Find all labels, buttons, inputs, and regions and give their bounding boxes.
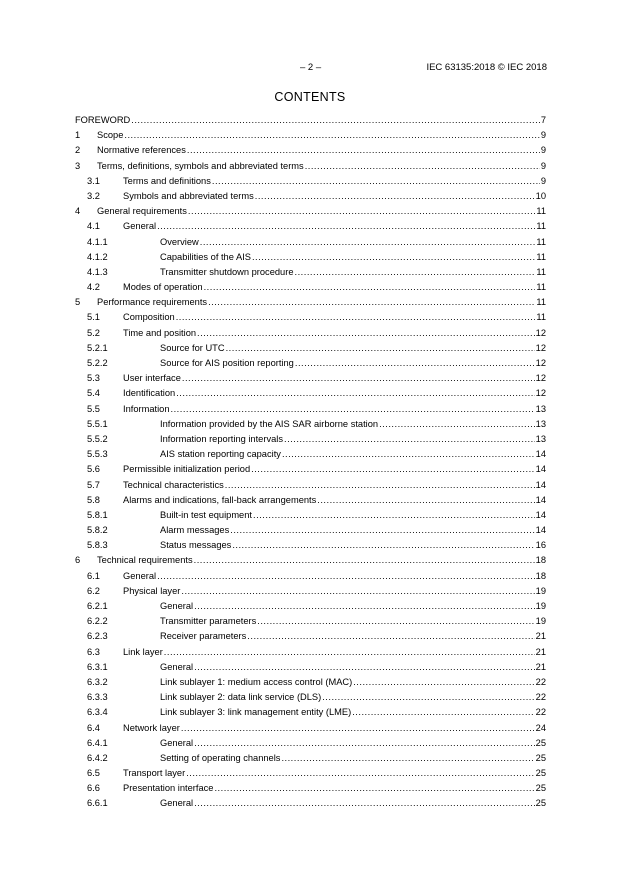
toc-entry-page: 14 xyxy=(535,479,546,490)
toc-entry[interactable] xyxy=(75,174,546,189)
toc-entry-title: General xyxy=(123,570,157,581)
toc-entry-leader xyxy=(188,204,535,219)
toc-entry-number: 5.7 xyxy=(87,479,100,490)
toc-entry-title: User interface xyxy=(123,373,181,384)
toc-entry[interactable] xyxy=(75,447,546,462)
toc-entry[interactable] xyxy=(75,553,546,568)
toc-entry[interactable] xyxy=(75,766,546,781)
toc-entry-number: 5.8.1 xyxy=(87,509,108,520)
toc-entry-title: Receiver parameters xyxy=(160,631,247,642)
toc-entry-page: 24 xyxy=(535,722,546,733)
toc-entry-leader xyxy=(124,128,539,143)
toc-entry-title: Alarm messages xyxy=(160,525,230,536)
toc-entry-number: 6.6 xyxy=(87,783,100,794)
toc-entry-title: General xyxy=(160,798,194,809)
toc-entry[interactable] xyxy=(75,371,546,386)
toc-entry-title: Information xyxy=(123,403,170,414)
toc-entry-leader xyxy=(253,508,535,523)
toc-entry-number: 6.3 xyxy=(87,646,100,657)
toc-entry-page: 11 xyxy=(536,251,546,262)
toc-entry-leader xyxy=(247,629,534,644)
toc-entry-page: 13 xyxy=(535,403,546,414)
toc-entry-leader xyxy=(305,159,540,174)
toc-entry-title: Composition xyxy=(123,312,175,323)
table-of-contents xyxy=(75,113,546,812)
toc-entry-leader xyxy=(194,553,535,568)
toc-entry[interactable] xyxy=(75,204,546,219)
toc-entry[interactable] xyxy=(75,462,546,477)
toc-entry-leader xyxy=(176,386,534,401)
toc-entry-number: 4.2 xyxy=(87,282,100,293)
toc-entry-leader xyxy=(181,584,534,599)
toc-entry-title: Time and position xyxy=(123,327,197,338)
toc-entry-page: 11 xyxy=(536,297,546,308)
toc-entry[interactable] xyxy=(75,675,546,690)
toc-entry[interactable] xyxy=(75,614,546,629)
toc-entry-title: AIS station reporting capacity xyxy=(160,449,281,460)
toc-entry-page: 11 xyxy=(536,206,546,217)
toc-entry-number: 6.4.1 xyxy=(87,737,108,748)
toc-entry-number: 1 xyxy=(75,130,81,141)
toc-entry-number: 6 xyxy=(75,555,81,566)
toc-entry-title: Presentation interface xyxy=(123,783,214,794)
toc-entry[interactable] xyxy=(75,402,546,417)
toc-entry-number: 6.4.2 xyxy=(87,752,108,763)
toc-entry-leader xyxy=(284,432,535,447)
toc-entry[interactable] xyxy=(75,417,546,432)
toc-entry-title: Identification xyxy=(123,388,176,399)
toc-entry-page: 9 xyxy=(540,175,546,186)
toc-entry-page: 22 xyxy=(535,692,546,703)
toc-entry-number: 6.6.1 xyxy=(87,798,108,809)
toc-entry[interactable] xyxy=(75,310,546,325)
toc-entry-page: 12 xyxy=(535,342,546,353)
toc-entry[interactable] xyxy=(75,250,546,265)
toc-entry-page: 11 xyxy=(536,266,546,277)
toc-entry-number: 5.6 xyxy=(87,464,100,475)
toc-entry-page: 13 xyxy=(535,433,546,444)
toc-entry-number: 5.8 xyxy=(87,494,100,505)
toc-entry-leader xyxy=(131,113,540,128)
toc-entry[interactable] xyxy=(75,736,546,751)
toc-entry-title: Built-in test equipment xyxy=(160,509,252,520)
toc-entry-number: 3 xyxy=(75,160,81,171)
toc-entry-leader xyxy=(200,235,536,250)
toc-entry-page: 9 xyxy=(540,130,546,141)
toc-entry-title: Alarms and indications, fall-back arrangements xyxy=(123,494,317,505)
toc-entry-leader xyxy=(194,599,535,614)
toc-entry-title: Information provided by the AIS SAR airborne station xyxy=(160,418,379,429)
toc-entry-leader xyxy=(181,721,535,736)
toc-entry-page: 14 xyxy=(535,525,546,536)
toc-entry-number: 6.3.2 xyxy=(87,676,108,687)
toc-entry[interactable] xyxy=(75,143,546,158)
toc-entry-page: 11 xyxy=(536,312,546,323)
toc-entry-title: Scope xyxy=(97,130,124,141)
toc-entry-leader xyxy=(171,402,535,417)
toc-entry-title: Performance requirements xyxy=(97,297,208,308)
toc-entry-leader xyxy=(182,371,535,386)
contents-title: CONTENTS xyxy=(274,90,346,104)
toc-entry-leader xyxy=(194,660,535,675)
toc-entry-page: 11 xyxy=(536,236,546,247)
toc-entry-title: Link sublayer 2: data link service (DLS) xyxy=(160,692,322,703)
toc-entry-number: 5.5.3 xyxy=(87,449,108,460)
toc-entry-page: 22 xyxy=(535,676,546,687)
toc-entry-leader xyxy=(204,280,536,295)
toc-entry-page: 21 xyxy=(535,661,546,672)
toc-entry-title: Transmitter shutdown procedure xyxy=(160,266,294,277)
toc-entry-title: FOREWORD xyxy=(75,115,131,125)
toc-entry-leader xyxy=(197,326,535,341)
toc-entry-leader xyxy=(295,265,536,280)
toc-entry[interactable] xyxy=(75,751,546,766)
toc-entry[interactable] xyxy=(75,386,546,401)
toc-entry[interactable] xyxy=(75,432,546,447)
toc-entry-title: Link sublayer 3: link management entity (LME) xyxy=(160,707,352,718)
toc-entry-number: 6.2.3 xyxy=(87,631,108,642)
toc-entry[interactable] xyxy=(75,478,546,493)
toc-entry-page: 21 xyxy=(535,631,546,642)
toc-entry-page: 21 xyxy=(535,646,546,657)
toc-entry[interactable] xyxy=(75,705,546,720)
toc-entry-number: 4.1.3 xyxy=(87,266,108,277)
toc-entry-leader xyxy=(317,493,534,508)
toc-entry-page: 12 xyxy=(535,327,546,338)
toc-entry-title: Terms and definitions xyxy=(123,175,211,186)
toc-entry-page: 9 xyxy=(540,160,546,171)
toc-entry-leader xyxy=(194,796,535,811)
toc-entry-page: 25 xyxy=(535,768,546,779)
toc-entry-title: General xyxy=(160,601,194,611)
toc-entry-leader xyxy=(186,766,534,781)
toc-entry-leader xyxy=(226,341,535,356)
toc-entry-title: Symbols and abbreviated terms xyxy=(123,190,254,201)
toc-entry-title: General xyxy=(160,661,194,672)
toc-entry-number: 6.1 xyxy=(87,570,100,581)
toc-entry-title: Setting of operating channels xyxy=(160,752,281,763)
toc-entry-title: Terms, definitions, symbols and abbreviated terms xyxy=(97,160,304,171)
standard-reference: IEC 63135:2018 © IEC 2018 xyxy=(426,62,547,73)
toc-entry-title: Transport layer xyxy=(123,768,186,779)
toc-entry-title: Capabilities of the AIS xyxy=(160,251,251,262)
toc-entry-title: Link layer xyxy=(123,646,163,657)
toc-entry-title: Physical layer xyxy=(123,585,181,596)
toc-entry[interactable] xyxy=(75,508,546,523)
toc-entry[interactable] xyxy=(75,295,546,310)
toc-entry-number: 6.4 xyxy=(87,722,100,733)
toc-entry[interactable] xyxy=(75,326,546,341)
toc-entry[interactable] xyxy=(75,356,546,371)
toc-entry-leader xyxy=(352,705,534,720)
toc-entry-page: 7 xyxy=(540,115,546,125)
toc-entry-page: 12 xyxy=(535,373,546,384)
toc-entry-title: General xyxy=(123,221,157,232)
toc-entry-number: 4.1.1 xyxy=(87,236,108,247)
toc-entry-leader xyxy=(214,781,534,796)
toc-entry-title: Link sublayer 1: medium access control (MAC) xyxy=(160,676,353,687)
toc-entry-leader xyxy=(295,356,535,371)
toc-entry[interactable] xyxy=(75,235,546,250)
toc-entry[interactable] xyxy=(75,538,546,553)
toc-entry-title: Overview xyxy=(160,236,199,247)
toc-entry[interactable] xyxy=(75,341,546,356)
toc-entry-page: 25 xyxy=(535,737,546,748)
toc-entry-title: Network layer xyxy=(123,722,180,733)
toc-entry-leader xyxy=(379,417,535,432)
toc-entry[interactable] xyxy=(75,721,546,736)
toc-entry-title: Permissible initialization period xyxy=(123,464,251,475)
toc-entry-number: 5.4 xyxy=(87,388,100,399)
toc-entry-page: 13 xyxy=(535,418,546,429)
toc-entry[interactable] xyxy=(75,523,546,538)
toc-entry-page: 25 xyxy=(535,752,546,763)
toc-entry-leader xyxy=(252,250,535,265)
toc-entry-title: Source for UTC xyxy=(160,342,225,353)
toc-entry[interactable] xyxy=(75,690,546,705)
toc-entry-leader xyxy=(164,645,535,660)
toc-entry-page: 14 xyxy=(535,509,546,520)
toc-entry-page: 18 xyxy=(535,555,546,566)
toc-entry-title: General requirements xyxy=(97,206,187,217)
toc-entry-page: 12 xyxy=(535,358,546,368)
toc-entry-title: Source for AIS position reporting xyxy=(160,358,294,368)
toc-entry-leader xyxy=(281,751,534,766)
toc-entry-page: 19 xyxy=(535,616,546,627)
toc-entry[interactable] xyxy=(75,781,546,796)
toc-entry-title: Modes of operation xyxy=(123,282,203,293)
toc-entry-page: 19 xyxy=(535,601,546,611)
toc-entry-number: 5.5.2 xyxy=(87,433,108,444)
toc-entry[interactable] xyxy=(75,280,546,295)
toc-entry[interactable] xyxy=(75,189,546,204)
toc-entry-leader xyxy=(282,447,535,462)
toc-entry[interactable] xyxy=(75,219,546,234)
toc-entry-number: 5.5.1 xyxy=(87,418,108,429)
toc-entry-leader xyxy=(232,538,534,553)
toc-entry-leader xyxy=(353,675,534,690)
page-number: – 2 – xyxy=(300,62,322,73)
toc-entry-number: 4 xyxy=(75,206,81,217)
toc-entry[interactable] xyxy=(75,128,546,143)
toc-entry-title: General xyxy=(160,737,194,748)
toc-entry[interactable] xyxy=(75,584,546,599)
toc-entry-title: Technical requirements xyxy=(97,555,193,566)
toc-entry-leader xyxy=(255,189,535,204)
toc-entry-leader xyxy=(225,478,535,493)
toc-entry-page: 19 xyxy=(535,585,546,596)
toc-entry-page: 14 xyxy=(535,494,546,505)
toc-entry-page: 18 xyxy=(535,570,546,581)
toc-entry-number: 5.2.2 xyxy=(87,358,108,368)
toc-entry-leader xyxy=(187,143,540,158)
toc-entry-page: 11 xyxy=(536,221,546,232)
toc-entry[interactable] xyxy=(75,599,546,614)
toc-entry-number: 5.3 xyxy=(87,373,100,384)
toc-entry-number: 6.3.1 xyxy=(87,661,108,672)
toc-entry[interactable] xyxy=(75,265,546,280)
toc-entry-number: 5 xyxy=(75,297,81,308)
toc-entry[interactable] xyxy=(75,113,546,128)
toc-entry-leader xyxy=(194,736,535,751)
toc-entry-number: 4.1 xyxy=(87,221,100,232)
toc-entry-leader xyxy=(157,569,535,584)
toc-entry-number: 6.3.3 xyxy=(87,692,108,703)
toc-entry-page: 14 xyxy=(535,449,546,460)
toc-entry-number: 4.1.2 xyxy=(87,251,108,262)
toc-entry-number: 5.2 xyxy=(87,327,100,338)
toc-entry[interactable] xyxy=(75,159,546,174)
toc-entry-title: Status messages xyxy=(160,540,232,551)
toc-entry-page: 16 xyxy=(535,540,546,551)
toc-entry[interactable] xyxy=(75,629,546,644)
toc-entry-number: 2 xyxy=(75,145,81,156)
toc-entry[interactable] xyxy=(75,660,546,675)
toc-entry-number: 5.8.2 xyxy=(87,525,108,536)
toc-entry-number: 6.2.2 xyxy=(87,616,108,627)
toc-entry-title: Technical characteristics xyxy=(123,479,224,490)
toc-entry-number: 5.5 xyxy=(87,403,100,414)
toc-entry-leader xyxy=(157,219,535,234)
toc-entry-number: 6.2 xyxy=(87,585,100,596)
toc-entry-leader xyxy=(212,174,540,189)
toc-entry-number: 6.5 xyxy=(87,768,100,779)
toc-entry-number: 3.2 xyxy=(87,190,100,201)
toc-entry-page: 25 xyxy=(535,783,546,794)
toc-entry-number: 5.1 xyxy=(87,312,100,323)
toc-entry-number: 5.2.1 xyxy=(87,342,108,353)
toc-entry-number: 5.8.3 xyxy=(87,540,108,551)
toc-entry-page: 14 xyxy=(535,464,546,475)
toc-entry-page: 25 xyxy=(535,798,546,809)
toc-entry[interactable] xyxy=(75,493,546,508)
toc-entry-page: 22 xyxy=(535,707,546,718)
toc-entry-leader xyxy=(251,462,535,477)
toc-entry-leader xyxy=(176,310,536,325)
toc-entry-number: 6.2.1 xyxy=(87,601,108,611)
toc-entry-leader xyxy=(257,614,534,629)
toc-entry-page: 10 xyxy=(535,190,546,201)
toc-entry-leader xyxy=(230,523,534,538)
toc-entry-title: Normative references xyxy=(97,145,186,156)
toc-entry-page: 12 xyxy=(535,388,546,399)
toc-entry-page: 9 xyxy=(540,145,546,156)
toc-entry[interactable] xyxy=(75,645,546,660)
toc-entry[interactable] xyxy=(75,569,546,584)
toc-entry-number: 6.3.4 xyxy=(87,707,108,718)
toc-entry-number: 3.1 xyxy=(87,175,100,186)
toc-entry[interactable] xyxy=(75,796,546,811)
toc-entry-leader xyxy=(322,690,534,705)
toc-entry-leader xyxy=(208,295,535,310)
toc-entry-title: Information reporting intervals xyxy=(160,433,283,444)
toc-entry-page: 11 xyxy=(536,282,546,293)
toc-entry-title: Transmitter parameters xyxy=(160,616,257,627)
